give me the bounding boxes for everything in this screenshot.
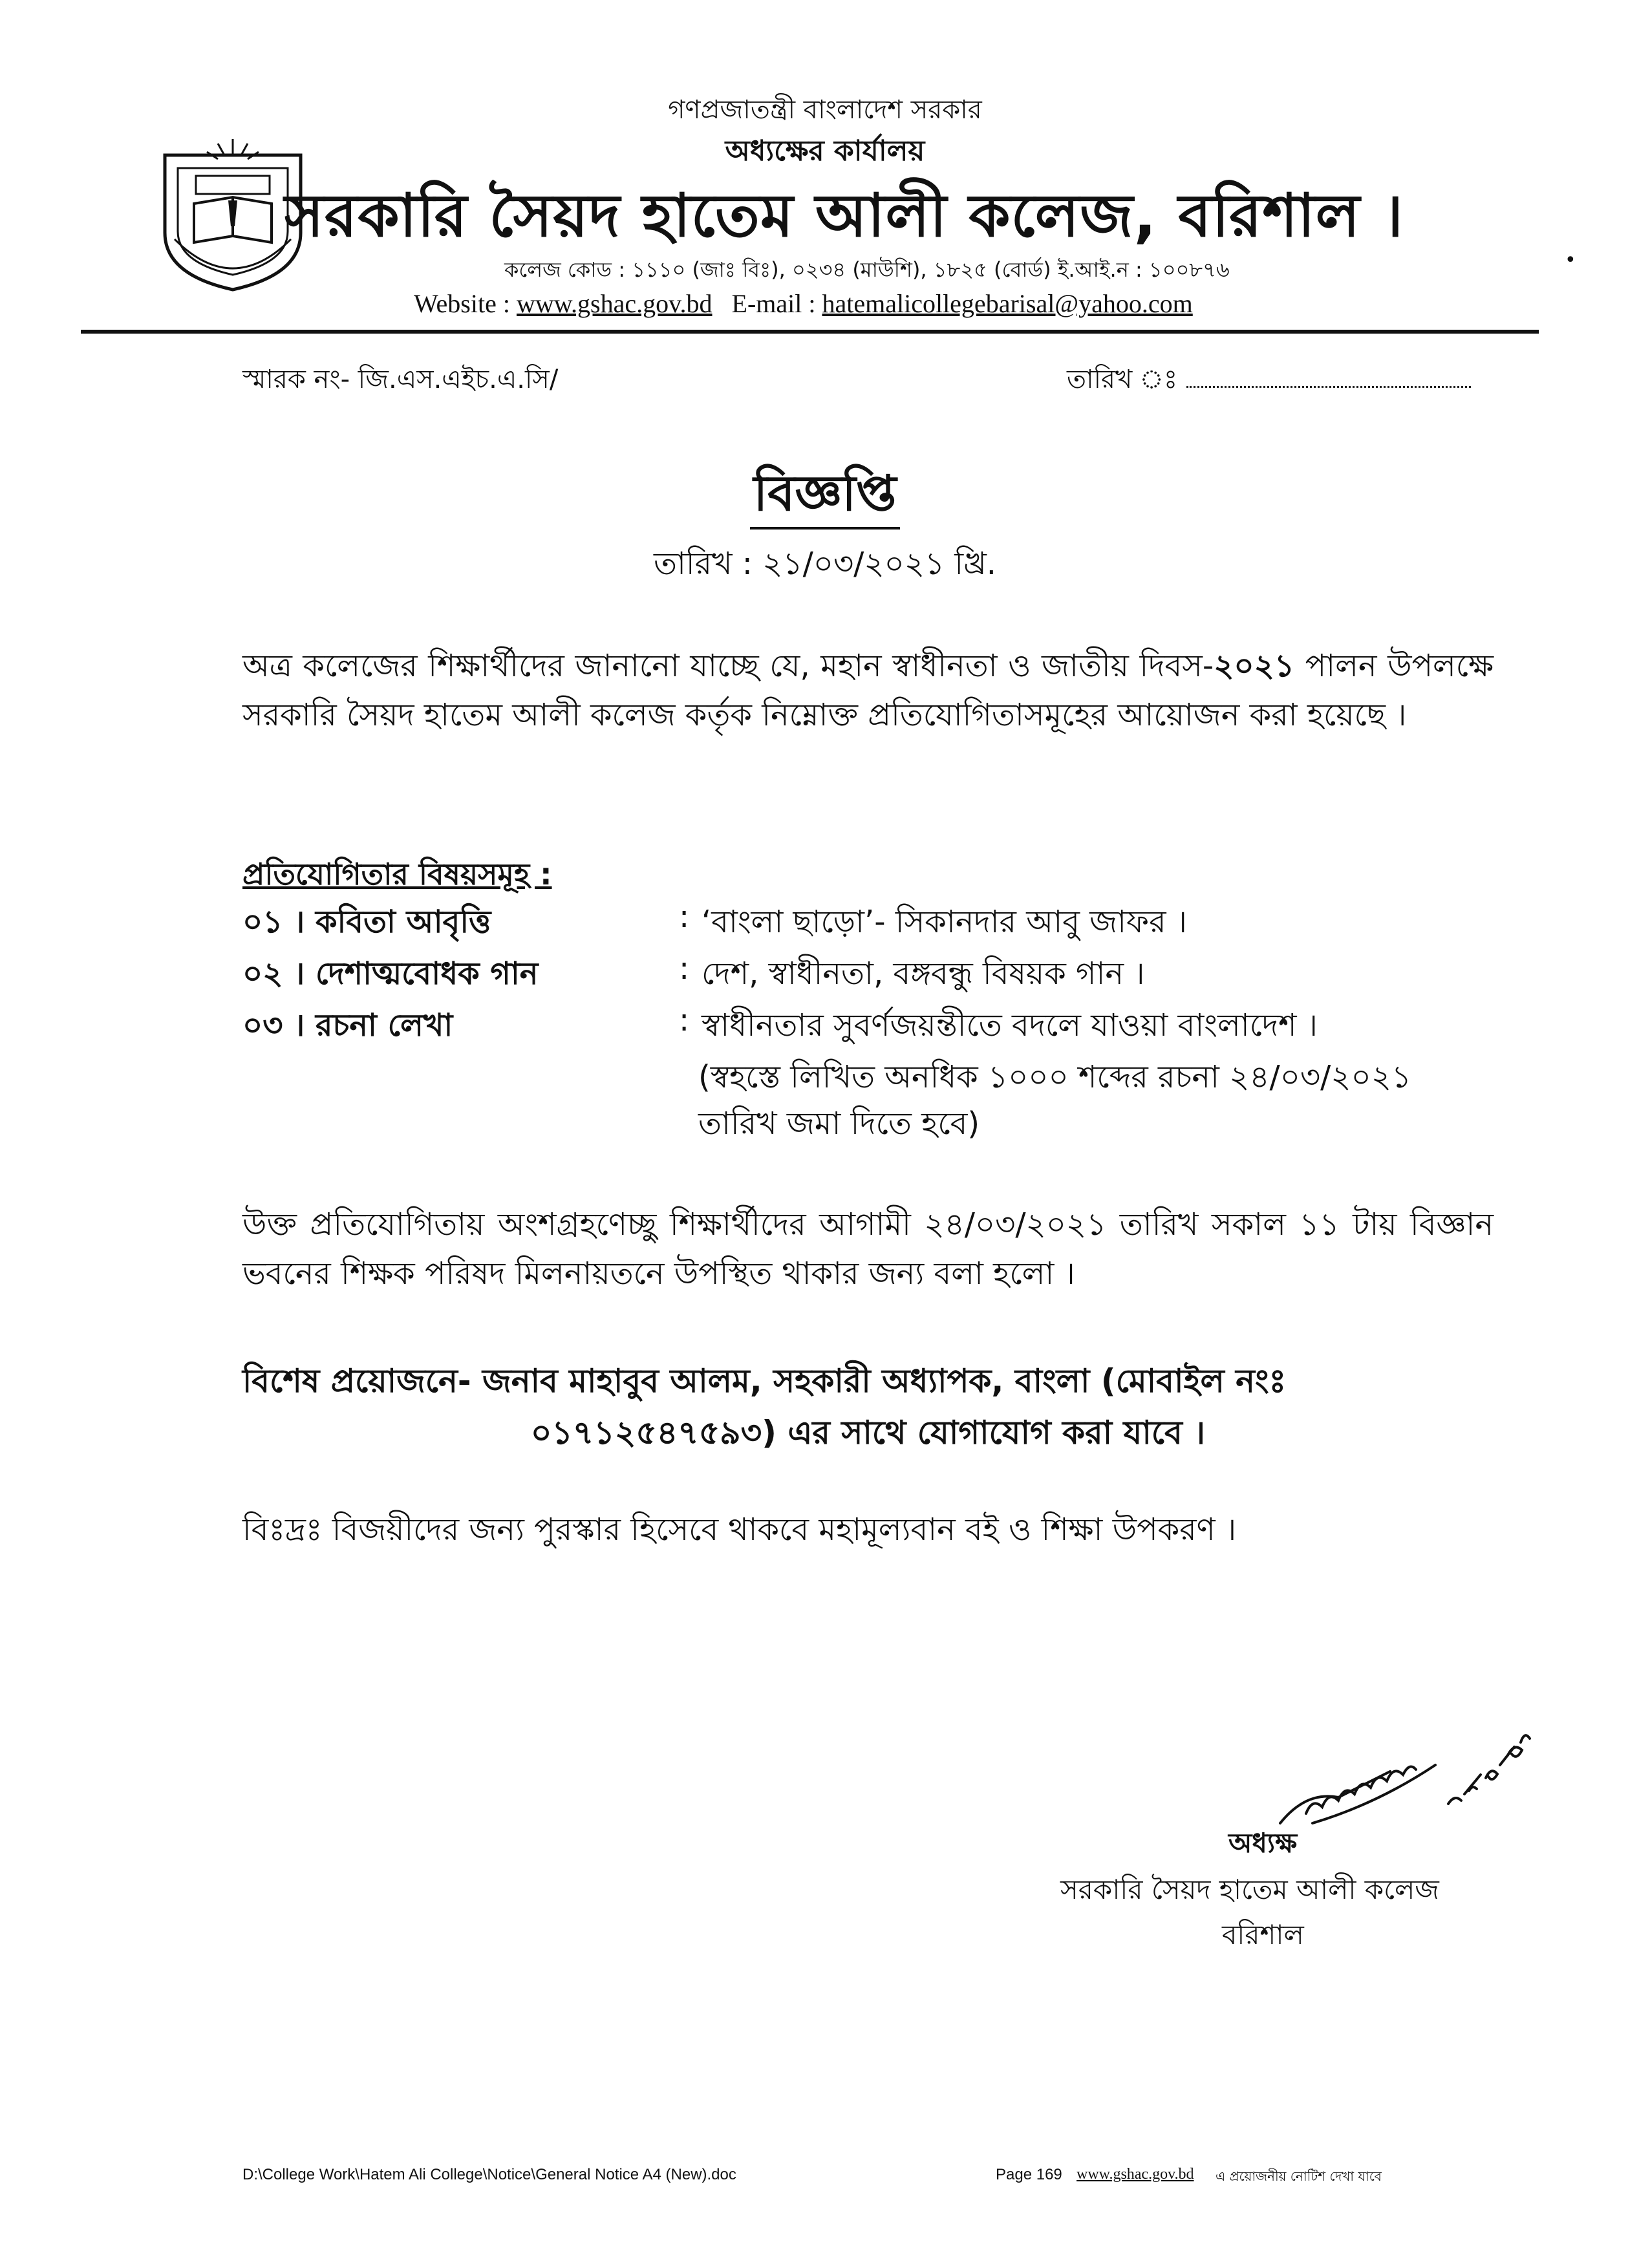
college-name: সরকারি সৈয়দ হাতেম আলী কলেজ, বরিশাল । — [284, 181, 1404, 250]
intro-text-b: পালন উপলক্ষে সরকারি সৈয়দ হাতেম আলী কলেজ কর্তৃক নিম্নোক্ত প্রতিযোগিতাসমূহের আয়োজন করা হয়েছে । — [242, 648, 1494, 733]
competition-heading: প্রতিযোগিতার বিষয়সমূহ : — [242, 857, 552, 892]
footer-website-link[interactable]: www.gshac.gov.bd — [1077, 2166, 1194, 2183]
footer-note: এ প্রয়োজনীয় নোটিশ দেখা যাবে — [1216, 2168, 1382, 2184]
footer-file-path: D:\College Work\Hatem Ali College\Notice\General Notice A4 (New).doc — [242, 2166, 736, 2183]
footer-page-number: Page 169 — [996, 2166, 1062, 2183]
contact-line-1: বিশেষ প্রয়োজনে- জনাব মাহাবুব আলম, সহকারী অধ্যাপক, বাংলা (মোবাইল নংঃ — [242, 1362, 1287, 1400]
email-label: E-mail : — [731, 289, 822, 318]
contact-line-2: ০১৭১২৫৪৭৫৯৩) এর সাথে যোগাযোগ করা যাবে । — [530, 1414, 1206, 1451]
venue-paragraph: উক্ত প্রতিযোগিতায় অংশগ্রহণেচ্ছু শিক্ষার্থীদের আগামী ২৪/০৩/২০২১ তারিখ সকাল ১১ টায় বিজ্ঞান ভবনের শিক্ষক পরিষদ মিলনায়তনে উপস্থিত থাকার জন্য বলা হলো । — [242, 1206, 1494, 1292]
email-link[interactable]: hatemalicollegebarisal@yahoo.com — [822, 289, 1193, 318]
office-line: অধ্যক্ষের কার্যালয় — [725, 134, 925, 167]
intro-paragraph — [242, 641, 1494, 740]
competition-name: ০৩ । রচনা লেখা — [242, 1007, 453, 1043]
notice-title — [0, 456, 1650, 538]
government-line: গণপ্রজাতন্ত্রী বাংলাদেশ সরকার — [668, 95, 982, 125]
website-label: Website : — [414, 289, 517, 318]
header-divider — [81, 330, 1539, 334]
signatory-city: বরিশাল — [1222, 1919, 1304, 1951]
intro-text-a: অত্র কলেজের শিক্ষার্থীদের জানানো যাচ্ছে যে, মহান স্বাধীনতা ও জাতীয় দিবস- — [242, 648, 1214, 684]
prize-note: বিঃদ্রঃ বিজয়ীদের জন্য পুরস্কার হিসেবে থাকবে মহামূল্যবান বই ও শিক্ষা উপকরণ । — [242, 1512, 1237, 1548]
competition-detail: দেশ, স্বাধীনতা, বঙ্গবন্ধু বিষয়ক গান । — [702, 956, 1145, 992]
handwritten-signature — [1267, 1694, 1539, 1856]
intro-year: ২০২১ — [1214, 648, 1294, 684]
competition-name: ০১ । কবিতা আবৃত্তি — [242, 904, 491, 940]
contact-line — [414, 288, 1384, 319]
competition-detail: ‘বাংলা ছাড়ো’- সিকানদার আবু জাফর । — [702, 904, 1187, 940]
notice-date: তারিখ : ২১/০৩/২০২১ খ্রি. — [653, 546, 997, 582]
signatory-college: সরকারি সৈয়দ হাতেম আলী কলেজ — [1060, 1874, 1439, 1905]
notice-title-text: বিজ্ঞপ্তি — [750, 464, 901, 530]
margin-mark: • — [1565, 249, 1576, 272]
competition-separator: : — [679, 950, 690, 987]
college-codes: কলেজ কোড : ১১১০ (জাঃ বিঃ), ০২৩৪ (মাউশি), ১৮২৫ (বোর্ড) ই.আই.ন : ১০০৮৭৬ — [504, 257, 1230, 282]
competition-separator: : — [679, 899, 690, 935]
competition-separator: : — [679, 1002, 690, 1038]
competition-detail: স্বাধীনতার সুবর্ণজয়ন্তীতে বদলে যাওয়া বাংলাদেশ । — [702, 1007, 1318, 1043]
signatory-title: অধ্যক্ষ — [1228, 1827, 1298, 1859]
memo-number: স্মারক নং- জি.এস.এইচ.এ.সি/ — [242, 365, 559, 394]
memo-date-blank — [1186, 365, 1471, 388]
contact-paragraph — [242, 1355, 1494, 1459]
website-link[interactable]: www.gshac.gov.bd — [516, 289, 712, 318]
competition-name: ০২ । দেশাত্মবোধক গান — [242, 956, 539, 992]
memo-date-label: তারিখ ঃ — [1067, 365, 1178, 394]
memo-date — [1067, 359, 1471, 402]
essay-note: (স্বহস্তে লিখিত অনধিক ১০০০ শব্দের রচনা ২৪/০৩/২০২১ তারিখ জমা দিতে হবে) — [698, 1059, 1412, 1142]
